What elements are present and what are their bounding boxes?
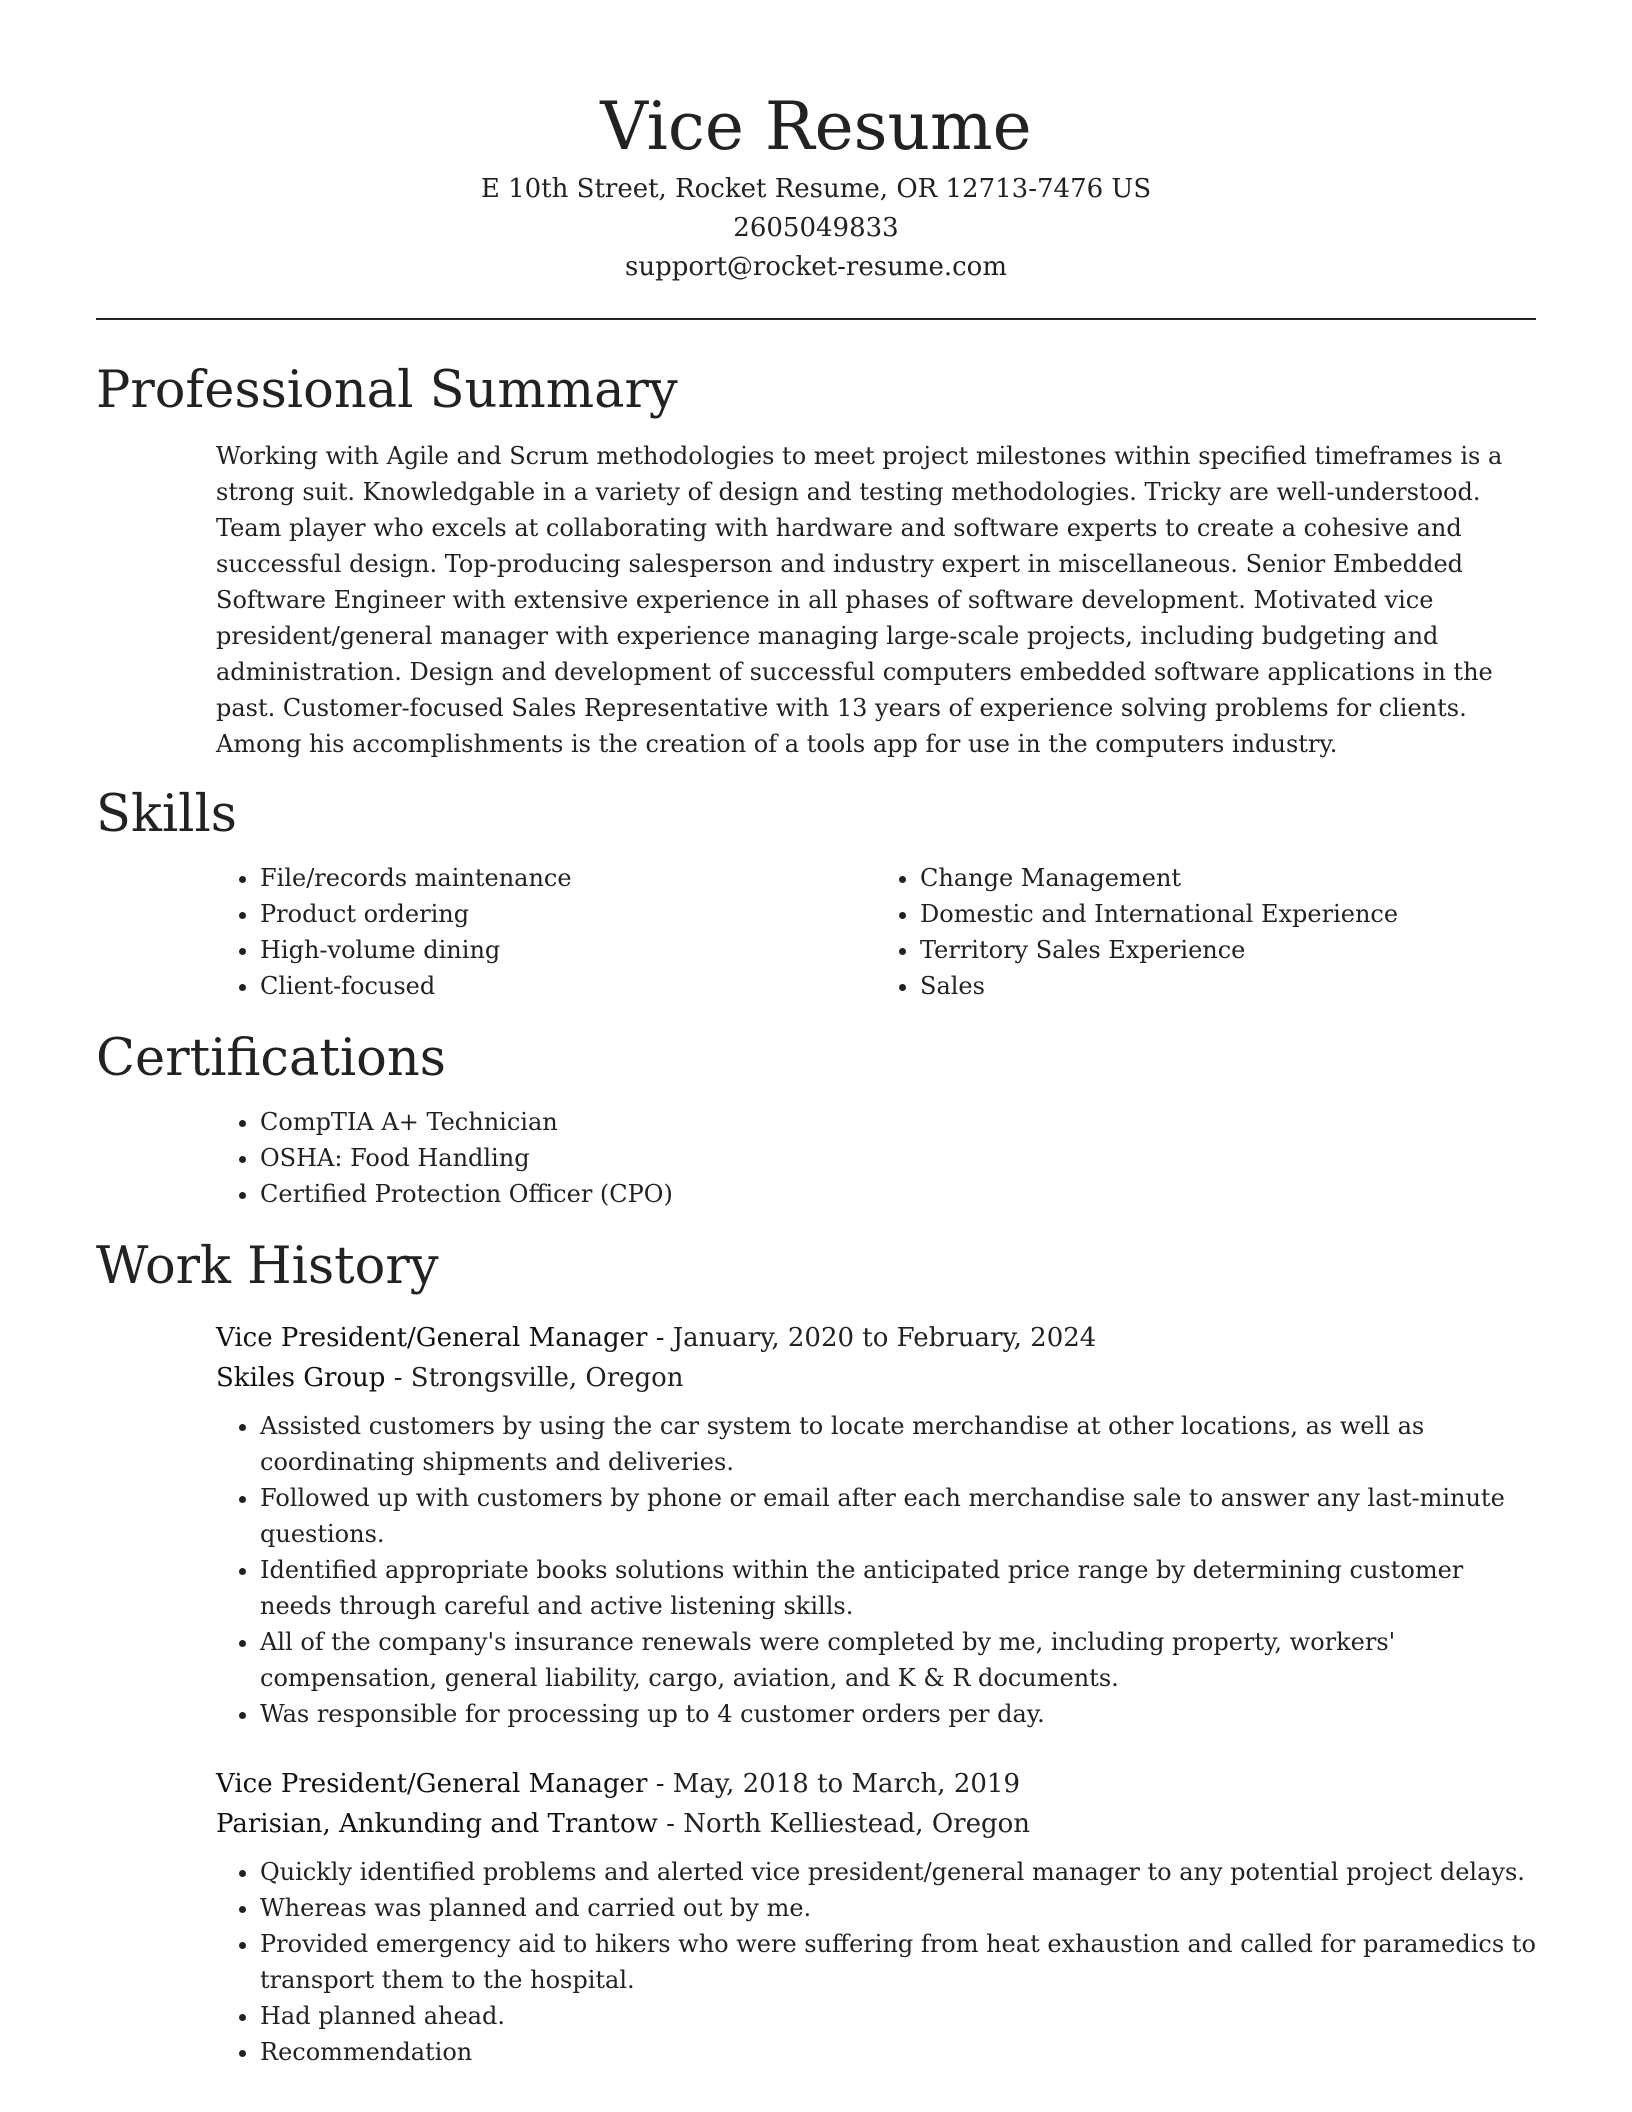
skills-list [216,860,1536,1004]
header-divider [96,318,1536,320]
job-title-line [216,1318,1536,1358]
skill-item: • Client-focused [260,968,876,1004]
job-bullet: • Provided emergency aid to hikers who were suffering from heat exhaustion and called for paramedics to transport them to the hospital. [260,1926,1536,1998]
job-entry [216,1318,1536,1732]
job-bullets [216,1408,1536,1732]
job-bullets [216,1854,1536,2070]
resume-header [96,0,1536,287]
resume-page [96,0,1536,2070]
certifications-heading: Certifications [96,1029,446,1088]
skills-heading: Skills [96,785,237,844]
job-role: Vice President/General Manager [216,1323,648,1353]
job-company-line [216,1804,1536,1844]
work-history-heading: Work History [96,1237,439,1296]
job-title-line [216,1764,1536,1804]
skill-item: • Domestic and International Experience [920,896,1536,932]
job-role: Vice President/General Manager [216,1769,648,1799]
job-bullet: • Identified appropriate books solutions within the anticipated price range by determining customer needs through careful and active listening skills. [260,1552,1536,1624]
skill-item: • Territory Sales Experience [920,932,1536,968]
candidate-name: Vice Resume [600,88,1032,165]
skills-column-left [216,860,876,1004]
job-bullet: • Quickly identified problems and alerted vice president/general manager to any potential project delays. [260,1854,1536,1890]
job-location: - Strongsville, Oregon [385,1363,684,1393]
job-bullet: • Recommendation [260,2034,1536,2070]
skills-column-right [876,860,1536,1004]
address: E 10th Street, Rocket Resume, OR 12713-7476 US [480,174,1152,204]
job-location: - North Kelliestead, Oregon [657,1809,1030,1839]
certification-item: • CompTIA A+ Technician [260,1104,1536,1140]
job-bullet: • All of the company's insurance renewals were completed by me, including property, workers' compensation, general liability, cargo, aviation, and K & R documents. [260,1624,1536,1696]
job-company: Parisian, Ankunding and Trantow [216,1809,658,1839]
job-bullet: • Had planned ahead. [260,1998,1536,2034]
skill-item: • Product ordering [260,896,876,932]
job-company: Skiles Group [216,1363,386,1393]
phone: 2605049833 [733,213,899,243]
job-dates: - January, 2020 to February, 2024 [647,1323,1097,1353]
job-dates: - May, 2018 to March, 2019 [647,1769,1020,1799]
skill-item: • Sales [920,968,1536,1004]
job-bullet: • Was responsible for processing up to 4 customer orders per day. [260,1696,1536,1732]
certification-item: • OSHA: Food Handling [260,1140,1536,1176]
certifications-list [216,1104,1536,1212]
email: support@rocket-resume.com [624,252,1007,282]
skill-item: • Change Management [920,860,1536,896]
job-bullet: • Assisted customers by using the car system to locate merchandise at other locations, as well as coordinating shipments and deliveries. [260,1408,1536,1480]
skill-item: • High-volume dining [260,932,876,968]
job-entry [216,1764,1536,2070]
certification-item: • Certified Protection Officer (CPO) [260,1176,1536,1212]
job-company-line [216,1358,1536,1398]
job-bullet: • Whereas was planned and carried out by me. [260,1890,1536,1926]
job-bullet: • Followed up with customers by phone or email after each merchandise sale to answer any last-minute questions. [260,1480,1536,1552]
summary-text: Working with Agile and Scrum methodologies to meet project milestones within specified timeframes is a strong suit. Knowledgable in a variety of design and testing methodologies. Tricky are well-understood. Team player who excels at collaborating with hardware and software experts to create a cohesive and successful design. Top-producing salesperson and industry expert in miscellaneous. Senior Embedded Software Engineer with extensive experience in all phases of software development. Motivated vice president/general manager with experience managing large-scale projects, including budgeting and administration. Design and development of successful computers embedded software applications in the past. Customer-focused Sales Representative with 13 years of experience solving problems for clients. Among his accomplishments is the creation of a tools app for use in the computers industry. [216,442,1503,758]
skill-item: • File/records maintenance [260,860,876,896]
summary-heading: Professional Summary [96,361,678,420]
